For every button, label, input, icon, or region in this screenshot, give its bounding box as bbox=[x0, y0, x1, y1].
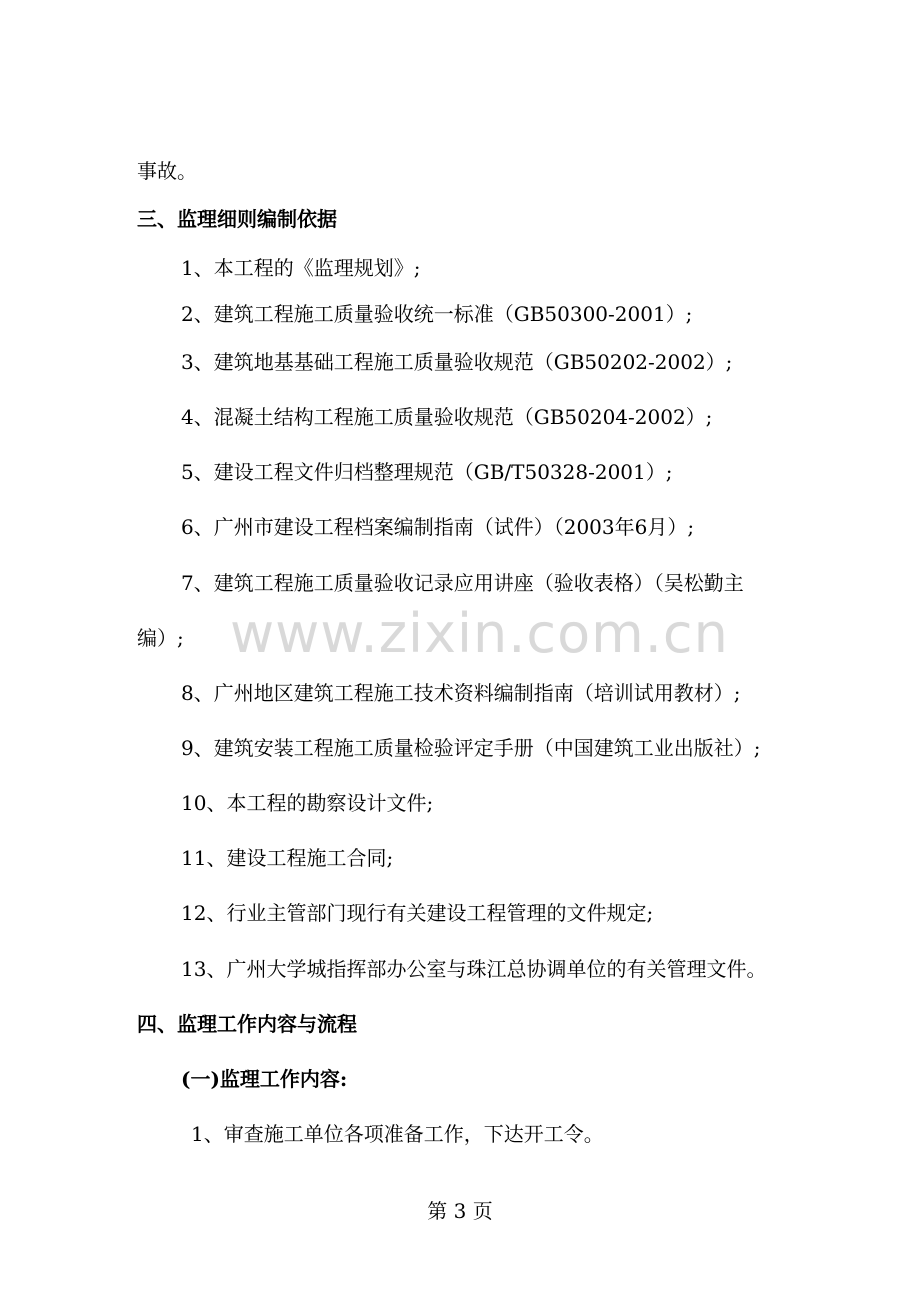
list-item-7: 7、建筑工程施工质量验收记录应用讲座（验收表格）（吴松勤主 bbox=[181, 571, 744, 595]
subsection-heading: (一)监理工作内容: bbox=[181, 1067, 348, 1091]
page-number: 第 3 页 bbox=[427, 1199, 493, 1223]
paragraph-continuation: 事故。 bbox=[137, 159, 197, 183]
list-item-13: 13、广州大学城指挥部办公室与珠江总协调单位的有关管理文件。 bbox=[181, 957, 767, 981]
section-heading-4: 四、监理工作内容与流程 bbox=[137, 1012, 357, 1036]
list-item-9: 9、建筑安装工程施工质量检验评定手册（中国建筑工业出版社）; bbox=[181, 736, 761, 760]
list-item-8: 8、广州地区建筑工程施工技术资料编制指南（培训试用教材）; bbox=[181, 681, 741, 705]
list-item-5: 5、建设工程文件归档整理规范（GB/T50328-2001）; bbox=[181, 460, 673, 484]
list-item-2: 2、建筑工程施工质量验收统一标准（GB50300-2001）; bbox=[181, 302, 693, 326]
list-item-12: 12、行业主管部门现行有关建设工程管理的文件规定; bbox=[181, 901, 654, 925]
section-heading-3: 三、监理细则编制依据 bbox=[137, 207, 337, 231]
work-item-1: 1、审查施工单位各项准备工作，下达开工令。 bbox=[191, 1122, 604, 1146]
watermark-text: www.zixin.com.cn bbox=[230, 602, 729, 665]
list-item-1: 1、本工程的《监理规划》; bbox=[181, 256, 421, 280]
list-item-3: 3、建筑地基基础工程施工质量验收规范（GB50202-2002）; bbox=[181, 350, 733, 374]
list-item-4: 4、混凝土结构工程施工质量验收规范（GB50204-2002）; bbox=[181, 405, 713, 429]
list-item-11: 11、建设工程施工合同; bbox=[181, 846, 394, 870]
list-item-10: 10、本工程的勘察设计文件; bbox=[181, 791, 434, 815]
list-item-7-continuation: 编）; bbox=[137, 626, 184, 650]
list-item-6: 6、广州市建设工程档案编制指南（试件）（2003年6月）; bbox=[181, 515, 695, 539]
